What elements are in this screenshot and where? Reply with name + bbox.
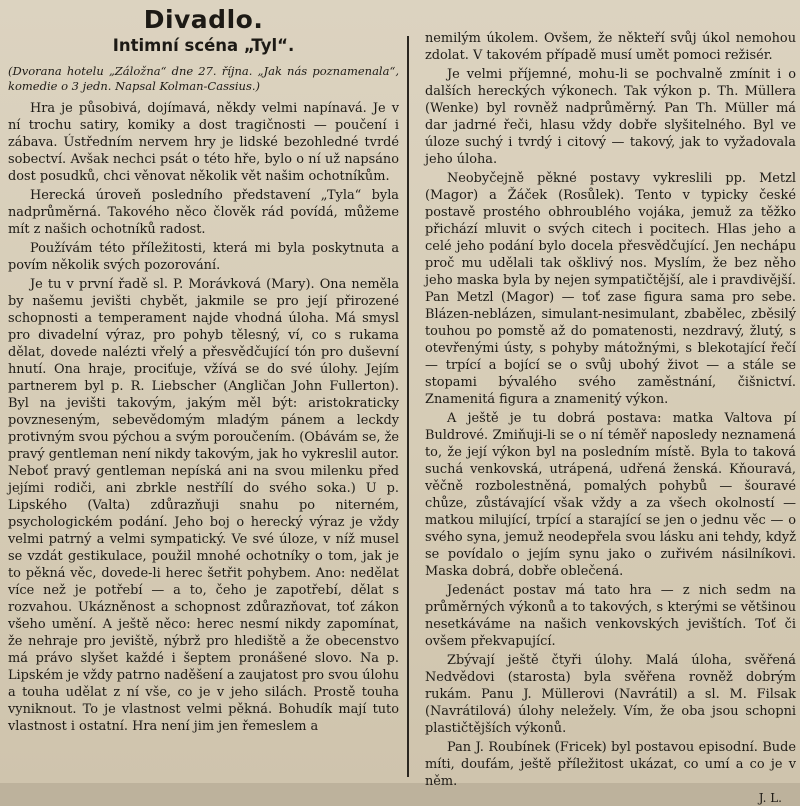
paragraph: Jedenáct postav má tato hra — z nich sedm na průměrných výkonů a to takových, s kterými se většinou nesetkáváme na našich venkovských jevištích. Toť či ovšem překvapující. — [425, 583, 796, 649]
paragraph: Používám této příležitosti, která mi byla poskytnuta a povím několik svých pozorování. — [8, 241, 399, 273]
paragraph: A ještě je tu dobrá postava: matka Valtova pí Buldrové. Zmiňuji-li se o ní téměř naposledy neznamená to, že její výkon byl na posledním místě. Byla to taková suchá venkovská, utrápená, udřená ženská. Kňouravá, věčně rozbolestněná, pomalých pohybů — šouravé chůze, zůstávající však vždy a za všech okolností — matkou milující, trpící a starající se jen o jednu věc — o svého syna, jemuž neodepřela svou lásku ani tehdy, když se povídalo o jejím synu jako o zuřivém násilníkovi. Maska dobrá, dobře oblečená. — [425, 411, 796, 579]
paragraph: Zbývají ještě čtyři úlohy. Malá úloha, svěřená Nedvědovi (starosta) byla svěřena rovněž dobrým rukám. Panu J. Müllerovi (Navrátil) a sl. M. Filsak (Navrátilová) úlohy neležely. Vím, že oba jsou schopni plastičtějších výkonů. — [425, 653, 796, 736]
paragraph: Neobyčejně pěkné postavy vykreslili pp. Metzl (Magor) a Žáček (Rosůlek). Tento v typicky české postavě prostého obhroublého vojáka, jemuž za těžko přichází mluvit o svých citech i pocitech. Hlas jeho a celé jeho podání bylo docela přesvědčující. Jen nechápu proč mu udělali tak ošklivý nos. Myslím, že bez něho jeho maska byla by nejen sympatičtější, ale i pravdivější. Pan Metzl (Magor) — toť zase figura sama pro sebe. Blázen-neblázen, simulant-nesimulant, zbabělec, zběsilý touhou po pomstě až do pomatenosti, nezdravý, žlutý, s otevřenými ústy, s pohyby mátožnými, s blekotající řečí — trpící a bojící se o svůj ubohý život — a stále se stopami bývalého svého zaměstnání, čišnictví. Znamenitá figura a znamenitý výkon. — [425, 171, 796, 407]
paragraph: nemilým úkolem. Ovšem, že někteří svůj úkol nemohou zdolat. V takovém případě musí umět pomoci režisér. — [425, 31, 796, 63]
left-column — [0, 0, 407, 783]
article-lead: (Dvorana hotelu „Záložna“ dne 27. října. „Jak nás poznamenala“, komedie o 3 jedn. Napsal Kolman-Cassius.) — [8, 64, 399, 93]
right-column — [413, 0, 800, 805]
column-divider — [407, 36, 409, 777]
article-subtitle: Intimní scéna „Tyl“. — [112, 36, 295, 55]
paragraph: Herecká úroveň posledního představení „Tyla“ byla nadprůměrná. Takového něco člověk rád povídá, můžeme mít z našich ochotníků radost. — [8, 188, 399, 237]
paragraph: Je tu v první řadě sl. P. Morávková (Mary). Ona neměla by našemu jevišti chybět, jakmile se pro její přirozené schopnosti a temperament najde vhodná úloha. Má smysl pro divadelní výraz, pro pohyb tělesný, ví, co s rukama dělat, dovede nalézti vřelý a přesvědčující tón pro duševní hnutí. Ona hraje, prociťuje, vžívá se do své úlohy. Jejím partnerem byl p. R. Liebscher (Angličan John Fullerton). Byl na jevišti takovým, jakým měl být: aristokraticky povzneseným, sebevědomým mladým pánem a leckdy protivným svou pýchou a svým poroučením. (Obávám se, že pravý gentleman není nikdy takovým, jak ho vykreslil autor. Neboť pravý gentleman nepíská ani na svou milenku před jejími rodiči, ani zbrkle nestřílí do svého soka.) U p. Lipského (Valta) zdůrazňuji snahu po niterném, psychologickém podání. Jeho boj o herecký výraz je vždy velmi patrný a velmi sympatický. Ve své úloze, v níž musel se vzdát gestikulace, použil mnohé ochotníky o tom, jak je to pěkná věc, dovede-li herec šetřit pohybem. Ano: nedělat více než je potřebí — a to, čeho je zapotřebí, dělat s rozvahou. Ukázněnost a schopnost zdůrazňovat, toť zákon všeho umění. A ještě něco: herec nesmí nikdy zapomínat, že nehraje pro jeviště, nýbrž pro hlediště a že obecenstvo má právo slyšet každé i šeptem pronášené slovo. Na p. Lipském je vždy patrno naděšení a zaujatost pro svou úlohu a touha udělat z ní vše, co je v jeho silách. Prostě touha vyniknout. To je vlastnost velmi pěkná. Bohudík mají tuto vlastnost i ostatní. Hra není jim jen řemeslem a — [8, 277, 400, 734]
section-title: Divadlo. — [143, 5, 264, 34]
author-signature: J. L. — [758, 791, 782, 805]
paragraph: Je velmi příjemné, mohu-li se pochvalně zmínit i o dalších hereckých výkonech. Tak výkon p. Th. Müllera (Wenke) byl rovněž nadprůměrný. Pan Th. Müller má dar jadrné řeči, hlasu vždy dobře slyšitelného. Byl ve úloze suchý i tvrdý i citový — takový, jak to vyžadovala jeho úloha. — [425, 67, 796, 167]
paragraph: Hra je působivá, dojímavá, někdy velmi napínavá. Je v ní trochu satiry, komiky a dost tragičnosti — poučení i zábava. Ústředním nervem hry je lidské bezohledné tvrdé sobectví. Avšak nechci psát o této hře, bylo o ní už napsáno dost posudků, chci věnovat několik vět našim ochotníkům. — [8, 101, 399, 184]
paragraph: Pan J. Roubínek (Fricek) byl postavou episodní. Bude míti, doufám, ještě příležitost ukázat, co umí a co je v něm. — [425, 740, 796, 789]
